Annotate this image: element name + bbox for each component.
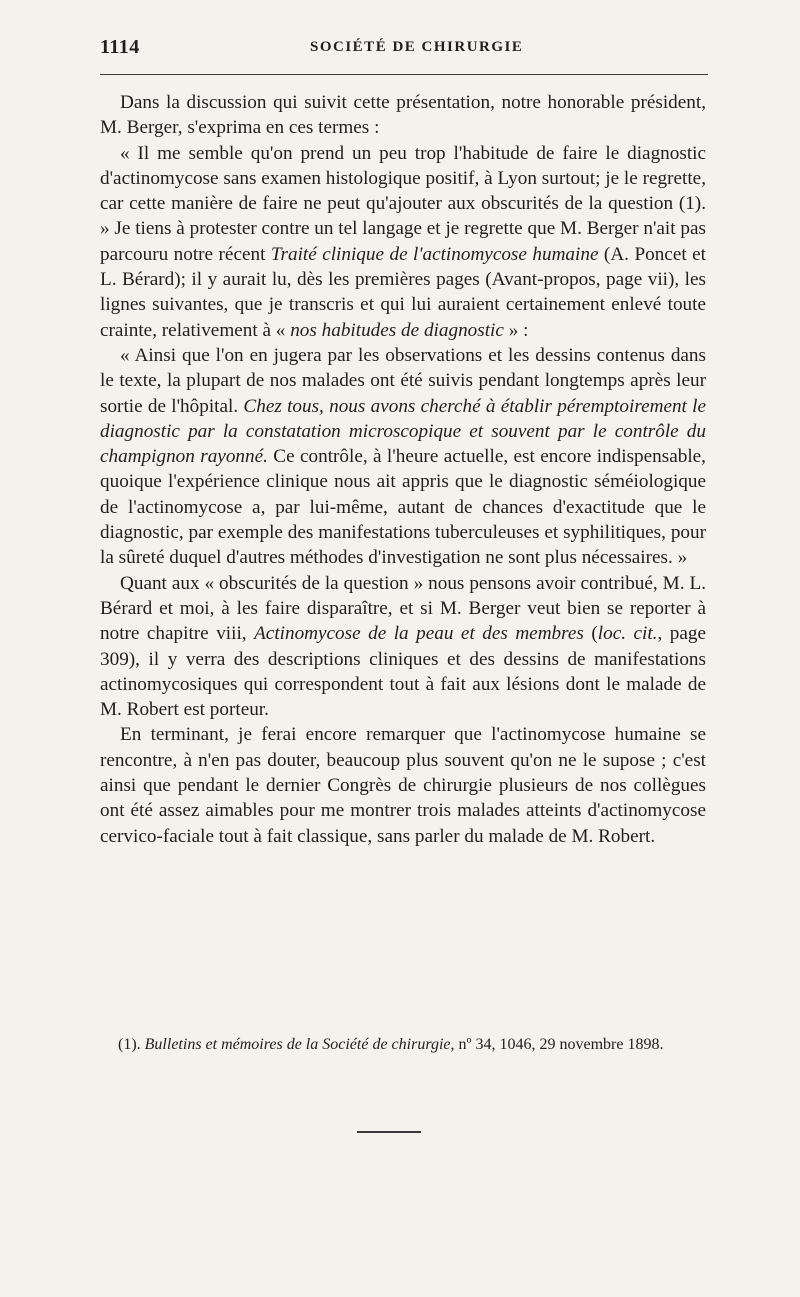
paragraph-text: ( xyxy=(583,623,598,645)
footnote-marker: (1). xyxy=(118,1036,145,1053)
paragraph-text: » : xyxy=(503,319,529,341)
footnote-rest: nº 34, 1046, 29 novembre 1898. xyxy=(454,1036,664,1053)
footnote-italic: Bulletins et mémoires de la Société de chirurgie, xyxy=(144,1036,455,1053)
paragraph-2 xyxy=(100,141,706,343)
paragraph-text: « Il me semble qu'on prend un peu trop l'habitude de faire le diagnostic d'actinomycose sans examen histologique positif, à Lyon surtout; je le regrette, car cette manière de faire ne peut qu'ajouter aux obscurités de la question (1). » Je tiens à protester contre un tel langage et je regrette que M. Berger n'ait pas parcouru notre récent xyxy=(100,142,706,265)
italic-emphasis: Chez tous, nous avons cherché à établir péremptoirement le diagnostic par la constatation microscopique et souvent par le contrôle du champignon rayonné. xyxy=(100,395,706,468)
paragraph-3 xyxy=(100,343,706,571)
page-header xyxy=(100,36,708,62)
running-head: SOCIÉTÉ DE CHIRURGIE xyxy=(310,39,524,55)
italic-quote: nos habitudes de diagnostic xyxy=(290,319,504,341)
page-number: 1114 xyxy=(100,36,140,58)
paragraph-text: (A. Poncet et L. Bérard); il y aurait lu, dès les premières pages (Avant-propos, page vii), les lignes suivantes, que je transcris et qui lui auraient certainement enlevé toute crainte, relativement à « xyxy=(100,243,706,341)
paragraph-text: Ce contrôle, à l'heure actuelle, est encore indispensable, quoique l'expérience clinique nous ait appris que le diagnostic séméiologique de l'actinomycose a, par lui-même, autant de chances d'exactitude que le diagnostic, par exemple des manifestations tuberculeuses et syphilitiques, pour la sûreté duquel d'autres méthodes d'investigation ne sont plus nécessaires. » xyxy=(100,446,706,569)
italic-citation: loc. cit. xyxy=(597,623,658,645)
paragraph-text: Dans la discussion qui suivit cette présentation, notre honorable président, M. Berger, s'exprima en ces termes : xyxy=(100,92,706,139)
body-text xyxy=(100,90,706,849)
paragraph-4 xyxy=(100,571,706,723)
paragraph-text: « Ainsi que l'on en jugera par les observations et les dessins contenus dans le texte, la plupart de nos malades ont été suivis pendant longtemps après leur sortie de l'hôpital. xyxy=(100,344,706,417)
footnote-text xyxy=(100,1034,706,1056)
header-rule xyxy=(100,74,708,75)
end-rule xyxy=(357,1131,421,1133)
italic-title: Traité clinique de l'actinomycose humaine xyxy=(270,243,599,265)
paragraph-1 xyxy=(100,90,706,141)
paragraph-text: , page 309), il y verra des descriptions cliniques et des dessins de manifestations actinomycosiques qui correspondent tout à fait aux lésions dont le malade de M. Robert est porteur. xyxy=(100,623,706,721)
paragraph-text: En terminant, je ferai encore remarquer que l'actinomycose humaine se rencontre, à n'en pas douter, beaucoup plus souvent qu'on ne le supose ; c'est ainsi que pendant le dernier Congrès de chirurgie plusieurs de nos collègues ont été assez aimables pour me montrer trois malades atteints d'actinomycose cervico-faciale tout à fait classique, sans parler du malade de M. Robert. xyxy=(100,724,706,847)
footnote xyxy=(100,1034,706,1056)
paragraph-5 xyxy=(100,722,706,848)
paragraph-text: Quant aux « obscurités de la question » nous pensons avoir contribué, M. L. Bérard et moi, à les faire disparaître, et si M. Berger veut bien se reporter à notre chapitre viii, xyxy=(100,572,706,645)
italic-chapter-title: Actinomycose de la peau et des membres xyxy=(254,623,584,645)
